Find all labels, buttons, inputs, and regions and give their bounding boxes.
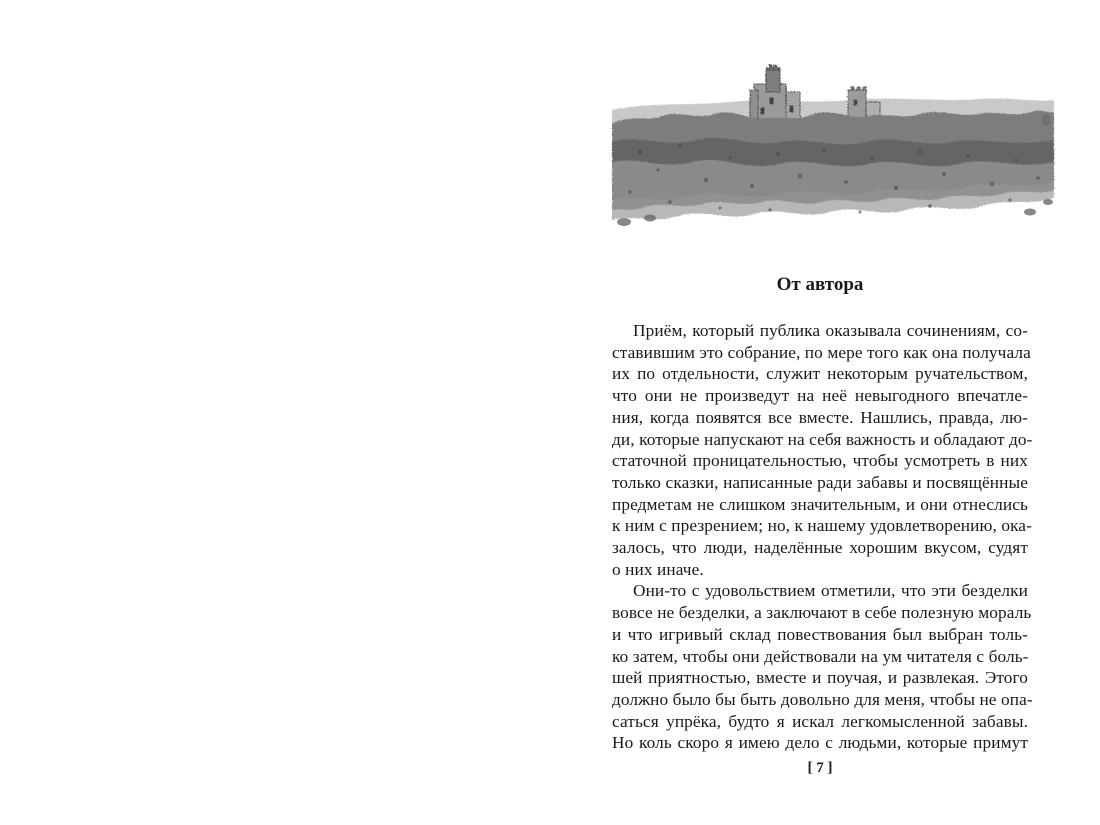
- text-line: ния, когда появятся все вместе. Нашлись, правда, лю-: [612, 407, 1028, 427]
- chapter-title: От автора: [776, 274, 864, 295]
- text-line: ставившим это собрание, по мере того как она получала: [612, 342, 1031, 362]
- text-line: и что игривый склад повествования был выбран толь-: [612, 624, 1028, 644]
- text-line: предметам не слишком значительным, и они отнеслись: [612, 494, 1028, 514]
- text-line: саться упрёка, будто я искал легкомысленной забавы.: [612, 711, 1028, 731]
- body-text: [612, 320, 1033, 754]
- text-line: шей приятностью, вместе и поучая, и развлекая. Этого: [612, 668, 1028, 688]
- page-number: [ 7 ]: [807, 760, 833, 776]
- text-line: Они-то с удовольствием отметили, что эти безделки: [633, 581, 1028, 601]
- text-line: ди, которые напускают на себя важность и обладают до-: [612, 429, 1033, 449]
- text-line: Но коль скоро я имею дело с людьми, которые примут: [612, 733, 1028, 753]
- right-page: [550, 0, 1100, 825]
- castle-illustration-svg: [610, 62, 1056, 230]
- text-line: Приём, который публика оказывала сочинениям, со-: [633, 321, 1028, 340]
- paragraph-2: [612, 580, 1033, 754]
- text-line: статочной проницательностью, чтобы усмотреть в них: [612, 451, 1028, 471]
- castle-forest-illustration: [610, 62, 1056, 230]
- text-line: вовсе не безделки, а заключают в себе полезную мораль: [612, 603, 1032, 623]
- paragraph-1: [612, 320, 1033, 580]
- text-line: должно было бы быть довольно для меня, чтобы не опа-: [612, 689, 1033, 709]
- forest-canopy: [612, 111, 1054, 220]
- text-line: к ним с презрением; но, к нашему удовлетворению, ока-: [612, 516, 1032, 536]
- text-line: их по отдельности, служит некоторым ручательством,: [612, 364, 1028, 384]
- text-line: ко затем, чтобы они действовали на ум читателя с боль-: [612, 646, 1029, 666]
- text-line: о них иначе.: [612, 559, 704, 579]
- text-line: что они не произведут на неё невыгодного впечатле-: [612, 386, 1028, 406]
- text-line: только сказки, написанные ради забавы и посвящённые: [612, 472, 1028, 492]
- text-line: залось, что люди, наделённые хорошим вкусом, судят: [612, 538, 1028, 558]
